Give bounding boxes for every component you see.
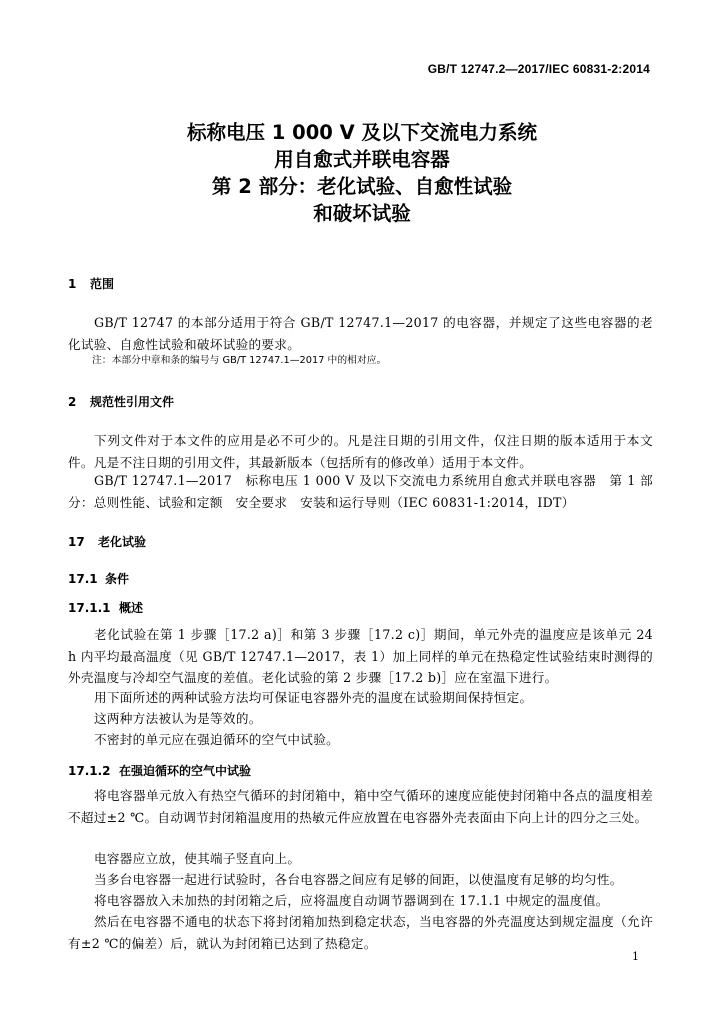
section-title: 范围 [90, 277, 115, 291]
section-heading-17 [68, 533, 146, 550]
paragraph: 电容器应立放，使其端子竖直向上。 [94, 851, 301, 866]
paragraph: GB/T 12747 的本部分适用于符合 GB/T 12747.1—2017 的电容器，并规定了这些电容器的老化试验、自愈性试验和破坏试验的要求。 [68, 315, 653, 352]
paragraph: 不密封的单元应在强迫循环的空气中试验。 [94, 732, 339, 747]
page-number: 1 [632, 950, 639, 963]
document-title [0, 119, 724, 227]
title-line-4: 和破坏试验 [313, 202, 411, 225]
section-title: 老化试验 [98, 535, 147, 549]
paragraph: 然后在电容器不通电的状态下将封闭箱加热到稳定状态，当电容器的外壳温度达到规定温度（允许有±2 ℃的偏差）后，就认为封闭箱已达到了热稳定。 [68, 914, 653, 951]
subsection-number: 17.1.1 [68, 601, 111, 615]
paragraph: 老化试验在第 1 步骤［17.2 a)］和第 3 步骤［17.2 c)］期间，单元外壳的温度应是该单元 24 h 内平均最高温度（见 GB/T 12747.1—2017，表 1）加上同样的单元在热稳定性试验结束时测得的外壳温度与冷却空气温度的差值。老化试验的第 2 步骤［17.2 b)］应在室温下进行。 [68, 627, 653, 686]
standard-number-header: GB/T 12747.2—2017/IEC 60831-2:2014 [427, 62, 650, 76]
paragraph: 将电容器放入未加热的封闭箱之后，应将温度自动调节器调到在 17.1.1 中规定的温度值。 [94, 893, 609, 908]
paragraph: 将电容器单元放入有热空气循环的封闭箱中，箱中空气循环的速度应能使封闭箱中各点的温度相差不超过±2 ℃。自动调节封闭箱温度用的热敏元件应放置在电容器外壳表面由下向上计的四分之三处。 [68, 788, 653, 825]
subsection-title: 条件 [105, 572, 130, 586]
note: 注：本部分中章和条的编号与 GB/T 12747.1—2017 中的相对应。 [92, 355, 387, 366]
subsection-title: 在强迫循环的空气中试验 [119, 764, 252, 778]
paragraph: GB/T 12747.1—2017 标称电压 1 000 V 及以下交流电力系统用自愈式并联电容器 第 1 部分：总则性能、试验和定额 安全要求 安装和运行导则（IEC 60831-1:2014，IDT） [68, 473, 653, 510]
section-heading-1 [68, 275, 114, 292]
title-line-1: 标称电压 1 000 V 及以下交流电力系统 [186, 121, 538, 144]
subsection-heading-17-1-1 [68, 599, 143, 616]
subsection-number: 17.1 [68, 572, 98, 586]
section-number: 17 [68, 535, 85, 549]
section-heading-2 [68, 393, 174, 410]
title-line-3: 第 2 部分：老化试验、自愈性试验 [211, 175, 513, 198]
paragraph: 下列文件对于本文件的应用是必不可少的。凡是注日期的引用文件，仅注日期的版本适用于本文件。凡是不注日期的引用文件，其最新版本（包括所有的修改单）适用于本文件。 [68, 433, 653, 470]
paragraph: 当多台电容器一起进行试验时，各台电容器之间应有足够的间距，以使温度有足够的均匀性。 [94, 872, 623, 887]
section-title: 规范性引用文件 [90, 395, 175, 409]
section-number: 2 [68, 395, 77, 409]
subsection-heading-17-1-2 [68, 762, 251, 779]
subsection-title: 概述 [119, 601, 144, 615]
subsection-number: 17.1.2 [68, 764, 111, 778]
paragraph: 这两种方法被认为是等效的。 [94, 711, 262, 726]
section-number: 1 [68, 277, 77, 291]
title-line-2: 用自愈式并联电容器 [274, 148, 450, 171]
subsection-heading-17-1 [68, 570, 129, 587]
paragraph: 用下面所述的两种试验方法均可保证电容器外壳的温度在试验期间保持恒定。 [94, 690, 533, 705]
